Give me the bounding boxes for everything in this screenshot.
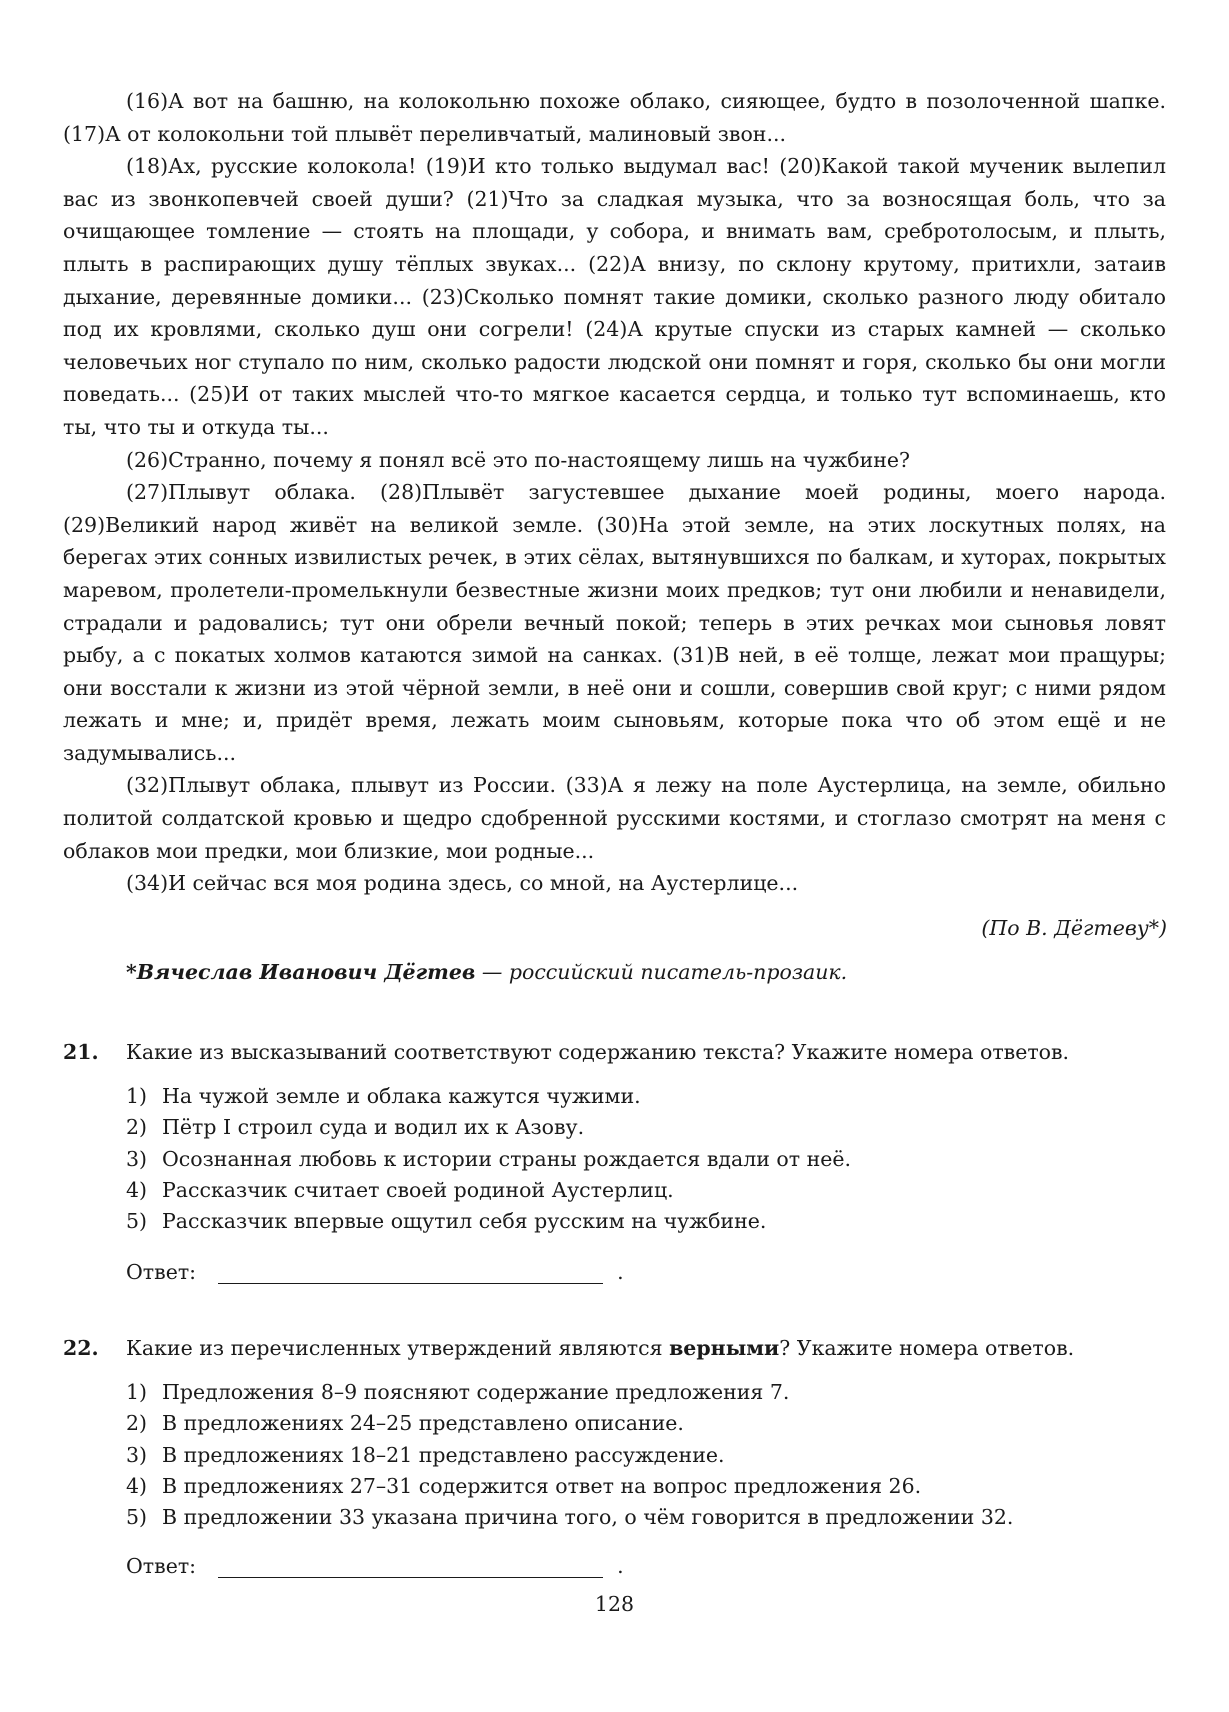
option-number: 2): [126, 1411, 148, 1436]
source-attribution: (По В. Дёгтеву*): [981, 916, 1167, 940]
list-item: [126, 1206, 851, 1237]
paragraph: (34)И сейчас вся моя родина здесь, со мной, на Аустерлице...: [126, 871, 799, 896]
author-footnote: [126, 960, 847, 984]
option-text: Предложения 8–9 поясняют содержание предложения 7.: [162, 1380, 790, 1404]
option-text: В предложениях 18–21 представлено рассуждение.: [162, 1442, 725, 1467]
answer-row: [126, 1260, 624, 1284]
answer-row: [126, 1554, 624, 1578]
paragraph: (27)Плывут облака. (28)Плывёт загустевшее дыхание моей родины, моего народа. (29)Великий народ живёт на великой земле. (30)На этой земле, на этих лоскутных полях, на берегах этих сонных извилистых речек, в этих сёлах, вытянувшихся по балкам, и хуторах, покрытых маревом, пролетели-промелькнули безвестные жизни моих предков; тут они любили и ненавидели, страдали и радовались; тут они обрели вечный покой; теперь в этих речках мои сыновья ловят рыбу, а с покатых холмов катаются зимой на санках. (31)В ней, в её толще, лежат мои пращуры; они восстали к жизни из этой чёрной земли, в неё они и сошли, совершив свой круг; с ними рядом лежать и мне; и, придёт время, лежать моим сыновьям, которые пока что об этом ещё и не задумывались...: [63, 480, 1166, 765]
list-item: [126, 1144, 851, 1175]
list-item: [126, 1377, 1013, 1408]
task-question: Какие из высказываний соответствуют содержанию текста? Укажите номера ответов.: [126, 1040, 1070, 1064]
option-number: 1): [126, 1380, 148, 1404]
option-text: На чужой земле и облака кажутся чужими.: [162, 1084, 641, 1108]
option-text: Пётр I строил суда и водил их к Азову.: [162, 1115, 585, 1140]
option-number: 4): [126, 1473, 148, 1498]
option-number: 5): [126, 1209, 148, 1234]
page-number: 128: [594, 1592, 635, 1616]
footnote-description: — российский писатель-прозаик.: [475, 960, 848, 984]
list-item: [126, 1112, 851, 1143]
option-number: 1): [126, 1084, 148, 1108]
paragraph: (26)Странно, почему я понял всё это по-настоящему лишь на чужбине?: [126, 447, 911, 472]
passage-text: [63, 85, 1166, 900]
footnote-author-name: *Вячеслав Иванович Дёгтев: [126, 960, 476, 984]
paragraph: (32)Плывут облака, плывут из России. (33)А я лежу на поле Аустерлица, на земле, обильно политой солдатской кровью и щедро сдобренной русскими костями, и стоглазо смотрят на меня с облаков мои предки, мои близкие, мои родные...: [63, 773, 1166, 863]
list-item: [126, 1502, 1013, 1533]
list-item: [126, 1408, 1013, 1439]
list-item: [126, 1471, 1013, 1502]
answer-options: [126, 1377, 1013, 1533]
list-item: [126, 1081, 851, 1112]
answer-label: Ответ:: [126, 1260, 197, 1284]
answer-label: Ответ:: [126, 1554, 197, 1578]
option-number: 2): [126, 1115, 148, 1140]
option-text: Рассказчик впервые ощутил себя русским на чужбине.: [162, 1209, 767, 1234]
answer-period: .: [617, 1260, 624, 1284]
option-number: 5): [126, 1505, 148, 1530]
answer-period: .: [617, 1554, 624, 1578]
task-number: 22.: [63, 1336, 99, 1360]
paragraph: (18)Ах, русские колокола! (19)И кто только выдумал вас! (20)Какой такой мученик вылепил вас из звонкопевчей своей души? (21)Что за сладкая музыка, что за возносящая боль, что за очищающее томление — стоять на площади, у собора, и внимать вам, сребротолосым, и плыть, плыть в распирающих душу тёплых звуках... (22)А внизу, по склону крутому, притихли, затаив дыхание, деревянные домики... (23)Сколько помнят такие домики, сколько разного люду обитало под их кровлями, сколько душ они согрели! (24)А крутые спуски из старых камней — сколько человечьих ног ступало по ним, сколько радости людской они помнят и горя, сколько бы они могли поведать... (25)И от таких мыслей что-то мягкое касается сердца, и только тут вспоминаешь, кто ты, что ты и откуда ты...: [63, 154, 1166, 439]
option-number: 3): [126, 1442, 148, 1467]
list-item: [126, 1175, 851, 1206]
task-number: 21.: [63, 1040, 99, 1064]
paragraph: (16)А вот на башню, на колокольню похоже облако, сияющее, будто в позолоченной шапке. (17)А от колокольни той плывёт переливчатый, малиновый звон...: [63, 89, 1166, 146]
option-number: 3): [126, 1146, 148, 1171]
question-emphasis: верными: [669, 1336, 780, 1360]
option-text: Осознанная любовь к истории страны рождается вдали от неё.: [162, 1146, 852, 1171]
answer-input-line[interactable]: [218, 1283, 603, 1284]
option-number: 4): [126, 1177, 148, 1202]
option-text: Рассказчик считает своей родиной Аустерлиц.: [162, 1177, 674, 1202]
option-text: В предложениях 24–25 представлено описание.: [162, 1411, 684, 1436]
option-text: В предложении 33 указана причина того, о чём говорится в предложении 32.: [162, 1505, 1014, 1530]
answer-input-line[interactable]: [218, 1577, 603, 1578]
question-text-end: ? Укажите номера ответов.: [779, 1336, 1075, 1360]
list-item: [126, 1440, 1013, 1471]
task-question: [126, 1336, 1074, 1360]
answer-options: [126, 1081, 851, 1237]
question-text: Какие из перечисленных утверждений являются: [126, 1336, 670, 1360]
option-text: В предложениях 27–31 содержится ответ на вопрос предложения 26.: [162, 1473, 922, 1498]
